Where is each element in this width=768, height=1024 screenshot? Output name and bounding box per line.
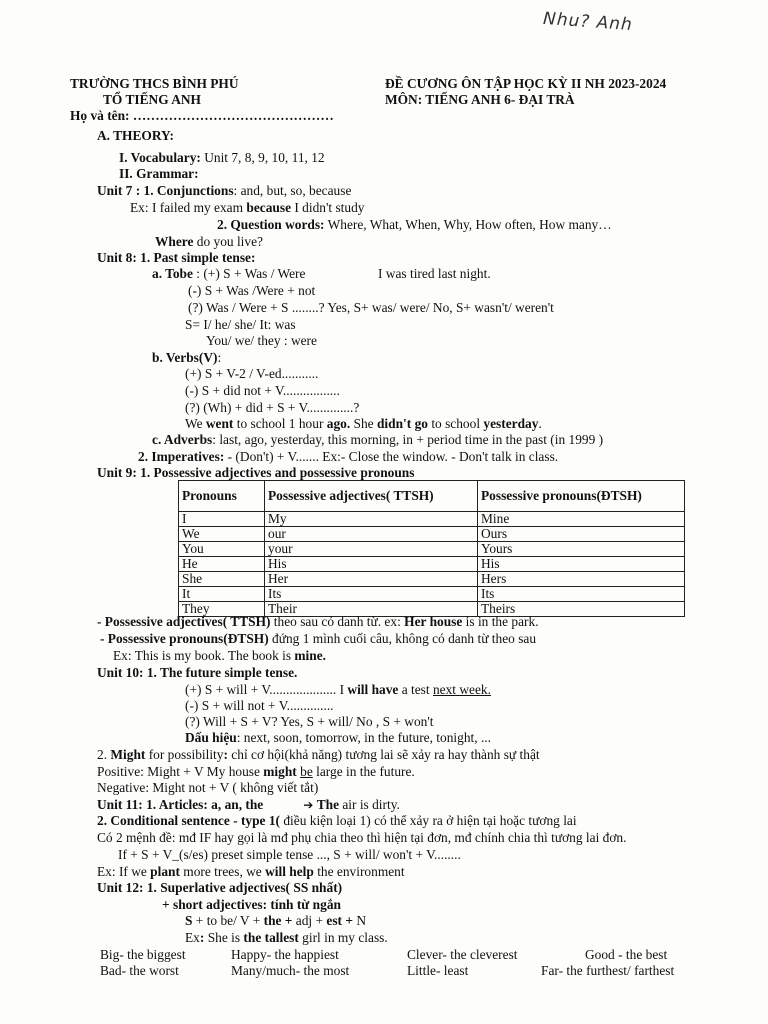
unit9-heading: Unit 9: 1. Possessive adjectives and possessive pronouns [97,465,415,480]
unit12-short-adjectives: + short adjectives: tính từ ngắn [162,897,341,912]
table-header: Pronouns [179,481,265,512]
table-cell: He [179,557,265,572]
unit8-tobe-example: I was tired last night. [378,266,491,281]
unit7-question-words: 2. Question words: Where, What, When, Why, How often, How many… [217,217,612,232]
theory-heading: A. THEORY: [97,128,174,143]
table-cell: I [179,512,265,527]
superlative-item: Clever- the cleverest [407,947,518,962]
table-row [179,557,685,572]
department-name: TỔ TIẾNG ANH [103,92,201,107]
unit9-note-pronouns: - Possessive pronouns(ĐTSH) đứng 1 mình cuối câu, không có danh từ theo sau [100,631,537,646]
table-header: Possessive adjectives( TTSH) [265,481,478,512]
unit8-heading: Unit 8: 1. Past simple tense: [97,250,256,265]
unit10-signals: Dấu hiệu: next, soon, tomorrow, in the future, tonight, ... [185,730,491,745]
unit12-heading: Unit 12: 1. Superlative adjectives( SS nhất) [97,880,343,895]
table-row [179,587,685,602]
table-cell: Mine [478,512,685,527]
handwritten-name: Nhu? Anh [542,8,634,36]
unit11-conditional-clauses: Có 2 mệnh đề: mđ IF hay gọi là mđ phụ chia theo thì hiện tại đơn, mđ chính chia thì tương lai đơn. [97,830,627,845]
student-name-label: Họ và tên: ……………………………………… [70,108,334,123]
table-cell: Her [265,572,478,587]
table-row [179,527,685,542]
unit10-positive: (+) S + will + V.................... I will have a test next week. [185,682,491,697]
table-cell: Yours [478,542,685,557]
table-cell: It [179,587,265,602]
unit10-question: (?) Will + S + V? Yes, S + will/ No , S + won't [185,714,434,729]
unit8-adverbs: c. Adverbs: last, ago, yesterday, this morning, in + period time in the past (in 1999 ) [152,432,604,447]
unit12-example: Ex: She is the tallest girl in my class. [185,930,388,945]
unit9-example: Ex: This is my book. The book is mine. [113,648,327,663]
superlative-item: Big- the biggest [100,947,186,962]
unit11-articles: Unit 11: 1. Articles: a, an, the ➔ The air is dirty. [97,797,400,812]
table-header: Possessive pronouns(ĐTSH) [478,481,685,512]
unit8-verbs-negative: (-) S + did not + V................. [185,383,340,398]
table-row [179,542,685,557]
unit8-tobe-negative: (-) S + Was /Were + not [188,283,316,298]
table-cell: Ours [478,527,685,542]
unit8-verbs-example: We went to school 1 hour ago. She didn't go to school yesterday. [185,416,542,431]
unit10-might-negative: Negative: Might not + V ( không viết tắt) [97,780,319,795]
table-cell: My [265,512,478,527]
table-header-row [179,481,685,512]
unit11-conditional-formula: If + S + V_(s/es) preset simple tense ..., S + will/ won't + V........ [118,847,461,862]
unit11-conditional: 2. Conditional sentence - type 1( điều kiện loại 1) có thể xảy ra ở hiện tại hoặc tương lai [97,813,577,828]
table-row [179,572,685,587]
table-cell: We [179,527,265,542]
table-cell: Their [265,602,478,617]
unit8-verbs-question: (?) (Wh) + did + S + V..............? [185,400,360,415]
right-arrow-icon: ➔ [303,798,314,812]
table-cell: His [265,557,478,572]
school-name: TRƯỜNG THCS BÌNH PHÚ [70,76,239,91]
table-cell: Theirs [478,602,685,617]
superlative-item: Little- least [407,963,469,978]
unit7-example: Ex: I failed my exam because I didn't study [130,200,365,215]
unit7-where-example: Where do you live? [155,234,263,249]
unit11-conditional-example: Ex: If we plant more trees, we will help the environment [97,864,405,879]
unit8-subject-was: S= I/ he/ she/ It: was [185,317,296,332]
unit10-might: 2. Might for possibility: chỉ cơ hội(khả năng) tương lai sẽ xảy ra hay thành sự thật [97,747,540,762]
vocabulary-line: I. Vocabulary: Unit 7, 8, 9, 10, 11, 12 [119,150,325,165]
unit8-tobe-question: (?) Was / Were + S ........? Yes, S+ was/ were/ No, S+ wasn't/ weren't [188,300,554,315]
table-cell: She [179,572,265,587]
table-cell: His [478,557,685,572]
table-cell: our [265,527,478,542]
unit8-subject-were: You/ we/ they : were [206,333,317,348]
subject-title: MÔN: TIẾNG ANH 6- ĐẠI TRÀ [385,92,575,107]
unit10-might-positive: Positive: Might + V My house might be large in the future. [97,764,415,779]
superlative-item: Good - the best [585,947,668,962]
unit10-heading: Unit 10: 1. The future simple tense. [97,665,298,680]
superlative-item: Many/much- the most [231,963,350,978]
unit10-negative: (-) S + will not + V.............. [185,698,334,713]
unit8-imperatives: 2. Imperatives: - (Don't) + V....... Ex:- Close the window. - Don't talk in class. [138,449,559,464]
superlative-item: Bad- the worst [100,963,179,978]
unit8-tobe-positive: a. Tobe : (+) S + Was / Were [152,266,306,281]
table-cell: your [265,542,478,557]
table-cell: Its [478,587,685,602]
superlative-item: Happy- the happiest [231,947,339,962]
table-cell: Its [265,587,478,602]
unit9-note-adjectives: - Possessive adjectives( TTSH) theo sau có danh từ. ex: Her house is in the park. [97,614,539,629]
unit12-formula: S + to be/ V + the + adj + est + N [185,913,367,928]
unit7-conjunctions: Unit 7 : 1. Conjunctions: and, but, so, because [97,183,352,198]
table-cell: Hers [478,572,685,587]
table-row [179,512,685,527]
table-cell: They [179,602,265,617]
grammar-heading: II. Grammar: [119,166,199,181]
table-cell: You [179,542,265,557]
document-title: ĐỀ CƯƠNG ÔN TẬP HỌC KỲ II NH 2023-2024 [385,76,667,91]
possessive-table [178,480,685,617]
superlative-item: Far- the furthest/ farthest [541,963,675,978]
unit8-verbs-heading: b. Verbs(V): [152,350,222,365]
unit8-verbs-positive: (+) S + V-2 / V-ed........... [185,366,319,381]
